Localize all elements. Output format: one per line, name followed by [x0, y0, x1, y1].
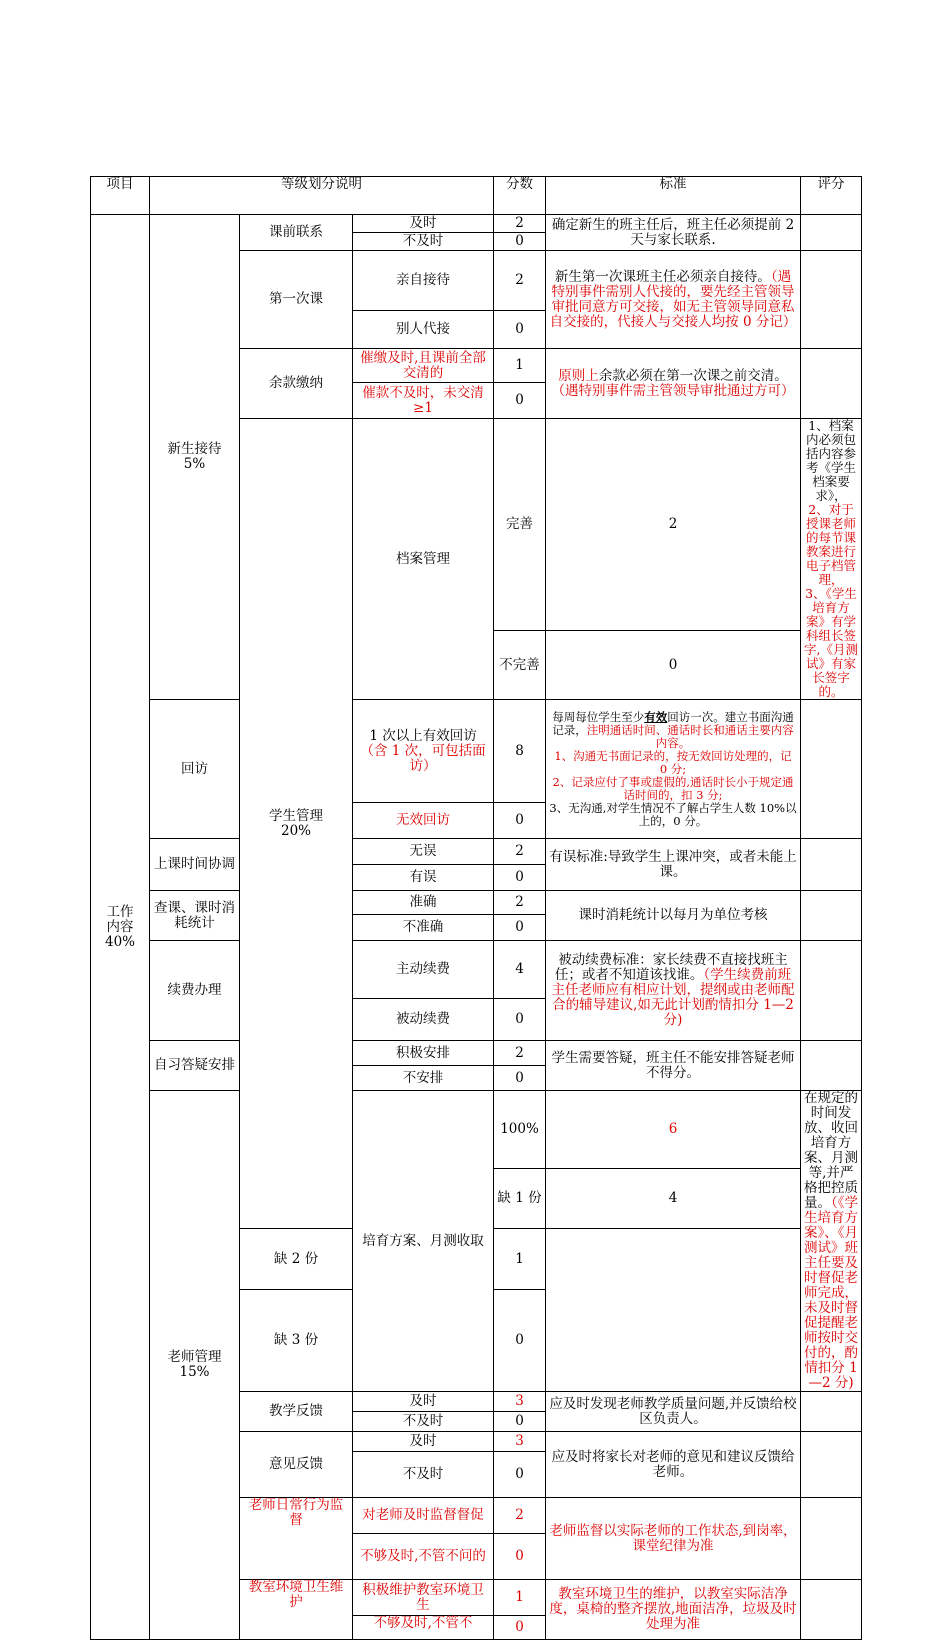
- score-value: 0: [494, 999, 546, 1041]
- score-value: 2: [494, 891, 546, 915]
- score-value: 0: [494, 1412, 546, 1432]
- score-value: 0: [494, 1066, 546, 1091]
- table-row: [91, 215, 862, 233]
- sub-item-label: 教室环境卫生维护: [240, 1580, 353, 1640]
- header-row: [91, 177, 862, 215]
- standard-text-note: （遇特别事件需别人代接的，要先经主管领导审批同意方可交接，如无主管领导同意私自交接的，代接人与交接人均按 0 分记）: [549, 268, 797, 330]
- standard-text-part: 原则上: [558, 367, 599, 384]
- standard-text-part: 每周每位学生至少: [552, 709, 645, 724]
- sub-item-label: 上课时间协调: [150, 839, 240, 891]
- option-label: 及时: [353, 215, 494, 233]
- table-row: [91, 1091, 862, 1169]
- rating-cell[interactable]: [801, 1498, 862, 1580]
- score-value: 0: [546, 631, 801, 700]
- standard-text-part: 被动续费标准：家长续费不直接找班主任；或者不知道该找谁。: [554, 952, 788, 983]
- sub-item-label: 第一次课: [240, 251, 353, 349]
- option-label: 别人代接: [353, 311, 494, 349]
- option-label: 催款不及时，未交清≥1: [353, 383, 494, 419]
- standard-text: 课时消耗统计以每月为单位考核: [546, 891, 801, 941]
- sub-item-label: 查课、课时消耗统计: [150, 891, 240, 941]
- option-label: 缺 3 份: [240, 1289, 353, 1391]
- standard-text-note: （学生续费前班主任老师应有相应计划，提纲或由老师配合的辅导建议,如无此计划酌情扣分 1—2 分): [551, 967, 795, 1028]
- group-label-student-mgmt: 学生管理 20%: [240, 419, 353, 1229]
- option-label: 无误: [353, 839, 494, 865]
- option-label: 缺 1 份: [494, 1169, 546, 1229]
- score-value: 2: [494, 1498, 546, 1534]
- score-value: 8: [494, 700, 546, 803]
- header-standard: 标准: [546, 177, 801, 215]
- option-label: 不够及时,不管不: [353, 1616, 494, 1640]
- sub-item-label: 课前联系: [240, 215, 353, 251]
- rating-cell[interactable]: [801, 700, 862, 839]
- standard-text-part: 2、记录应付了事或虚假的,通话时长小于规定通话时间的，扣 3 分;: [552, 774, 794, 802]
- standard-text-part: 在规定的时间发放、收回培育方案、月测等,并严格把控质量。: [804, 1090, 859, 1211]
- option-label: 催缴及时,且课前全部交清的: [353, 349, 494, 383]
- score-value: 2: [494, 215, 546, 233]
- option-label: 完善: [494, 419, 546, 631]
- table-row: [91, 891, 862, 915]
- score-value: 0: [494, 233, 546, 251]
- sub-item-label: 档案管理: [353, 419, 494, 700]
- score-value: 1: [494, 1229, 546, 1289]
- score-value: 1: [494, 349, 546, 383]
- group-label-new-student: 新生接待 5%: [150, 215, 240, 700]
- score-value: 2: [494, 251, 546, 311]
- score-value: 0: [494, 865, 546, 891]
- sub-item-label: 老师日常行为监督: [240, 1498, 353, 1580]
- score-value: 0: [494, 803, 546, 839]
- score-value: 6: [546, 1091, 801, 1169]
- header-grade-desc: 等级划分说明: [150, 177, 494, 215]
- standard-text-emphasis: 有效: [644, 709, 668, 724]
- option-label: 不及时: [353, 1452, 494, 1498]
- option-label: 不及时: [353, 233, 494, 251]
- option-label: 及时: [353, 1392, 494, 1412]
- rating-cell[interactable]: [801, 1432, 862, 1498]
- standard-text: 应及时将家长对老师的意见和建议反馈给老师。: [546, 1432, 801, 1498]
- score-value: 0: [494, 383, 546, 419]
- option-label: 无效回访: [353, 803, 494, 839]
- header-item: 项目: [91, 177, 150, 215]
- table-row: [91, 941, 862, 999]
- sub-item-label: 意见反馈: [240, 1432, 353, 1498]
- score-value: 0: [494, 311, 546, 349]
- option-label-note: （含 1 次，可包括面访）: [360, 742, 486, 774]
- rating-cell[interactable]: [801, 1041, 862, 1091]
- score-value: 0: [494, 1534, 546, 1580]
- group-label-teacher-mgmt: 老师管理 15%: [150, 1091, 240, 1640]
- standard-text-part: 2、对于授课老师的每节课教案进行电子档管理，: [806, 502, 857, 587]
- standard-text-part: 1、沟通无书面记录的，按无效回访处理的，记 0 分;: [554, 748, 792, 776]
- standard-text: [801, 1091, 862, 1392]
- standard-text: 确定新生的班主任后，班主任必须提前 2 天与家长联系.: [546, 215, 801, 251]
- standard-text-part: 1、档案内必须包括内容参考《学生档案要求》，: [806, 418, 857, 503]
- option-label: 100%: [494, 1091, 546, 1169]
- option-label: [353, 700, 494, 803]
- header-score: 分数: [494, 177, 546, 215]
- standard-text: [546, 349, 801, 419]
- standard-text: [546, 251, 801, 349]
- table-row: [91, 700, 862, 803]
- option-label: 亲自接待: [353, 251, 494, 311]
- sub-item-label: 自习答疑安排: [150, 1041, 240, 1091]
- standard-text-note: 注明通话时间、通话时长和通话主要内容内容。: [586, 722, 794, 750]
- score-value: 3: [494, 1432, 546, 1452]
- score-value: 0: [494, 1616, 546, 1640]
- standard-text-part: 3、无沟通,对学生情况不了解占学生人数 10%以上的，0 分。: [549, 800, 797, 828]
- rating-cell[interactable]: [801, 1392, 862, 1432]
- sub-item-label: 教学反馈: [240, 1392, 353, 1432]
- standard-text-part: 新生第一次课班主任必须亲自接待。: [554, 268, 771, 285]
- standard-text: 教室环境卫生的维护，以教室实际洁净度，桌椅的整齐摆放,地面洁净，垃圾及时处理为准: [546, 1580, 801, 1640]
- standard-text: 应及时发现老师教学质量问题,并反馈给校区负责人。: [546, 1392, 801, 1432]
- option-label: 积极维护教室环境卫生: [353, 1580, 494, 1616]
- score-value: 0: [494, 915, 546, 941]
- header-rating: 评分: [801, 177, 862, 215]
- standard-text: 有误标准:导致学生上课冲突，或者未能上课。: [546, 839, 801, 891]
- standard-text-note: （遇特别事件需主管领导审批通过方可）: [551, 382, 795, 399]
- score-value: 0: [494, 1289, 546, 1391]
- option-label-part: 1 次以上有效回访: [369, 727, 477, 744]
- score-value: 4: [494, 941, 546, 999]
- option-label: 积极安排: [353, 1041, 494, 1066]
- rating-cell[interactable]: [801, 1580, 862, 1640]
- score-value: 2: [494, 839, 546, 865]
- score-value: 3: [494, 1392, 546, 1412]
- sub-item-label: 培育方案、月测收取: [353, 1091, 494, 1392]
- table-row: [91, 839, 862, 865]
- rating-cell[interactable]: [801, 891, 862, 941]
- option-label: 不安排: [353, 1066, 494, 1091]
- score-value: 4: [546, 1169, 801, 1229]
- sub-item-label: 续费办理: [150, 941, 240, 1041]
- score-value: 2: [494, 1041, 546, 1066]
- standard-text: [546, 941, 801, 1041]
- option-label: 不完善: [494, 631, 546, 700]
- rating-cell[interactable]: [801, 941, 862, 1041]
- sub-item-label: 回访: [150, 700, 240, 839]
- option-label: 对老师及时监督督促: [353, 1498, 494, 1534]
- option-label: 准确: [353, 891, 494, 915]
- sub-item-label: 余款缴纳: [240, 349, 353, 419]
- rating-cell[interactable]: [801, 839, 862, 891]
- standard-text-note: （《学生培育方案》、《月测试》班主任要及时督促老师完成，未及时督促提醒老师按时交付的，酌情扣分 1—2 分): [804, 1195, 859, 1391]
- option-label: 不及时: [353, 1412, 494, 1432]
- table-row: [91, 1041, 862, 1066]
- standard-text: [801, 419, 862, 700]
- score-value: 1: [494, 1580, 546, 1616]
- standard-text-part: 余款必须在第一次课之前交清。: [598, 367, 788, 384]
- option-label: 不准确: [353, 915, 494, 941]
- option-label: 及时: [353, 1432, 494, 1452]
- option-label: 有误: [353, 865, 494, 891]
- option-label: 被动续费: [353, 999, 494, 1041]
- section-label: 工作 内容 40%: [91, 215, 150, 1640]
- rating-cell[interactable]: [801, 349, 862, 419]
- standard-text: [546, 700, 801, 839]
- score-value: 2: [546, 419, 801, 631]
- standard-text: 老师监督以实际老师的工作状态,到岗率，课堂纪律为准: [546, 1498, 801, 1580]
- standard-text-part: 3、《学生培育方案》有学科组长签字,《月测试》有家长签字的。: [804, 586, 858, 699]
- standard-text: 学生需要答疑，班主任不能安排答疑老师不得分。: [546, 1041, 801, 1091]
- score-value: 0: [494, 1452, 546, 1498]
- standard-text-part: 回访一次。建立书面沟通记录，: [552, 709, 794, 737]
- rating-cell[interactable]: [801, 251, 862, 349]
- rating-cell[interactable]: [801, 215, 862, 251]
- evaluation-table: [90, 176, 862, 1640]
- option-label: 不够及时,不管不问的: [353, 1534, 494, 1580]
- option-label: 缺 2 份: [240, 1229, 353, 1289]
- option-label: 主动续费: [353, 941, 494, 999]
